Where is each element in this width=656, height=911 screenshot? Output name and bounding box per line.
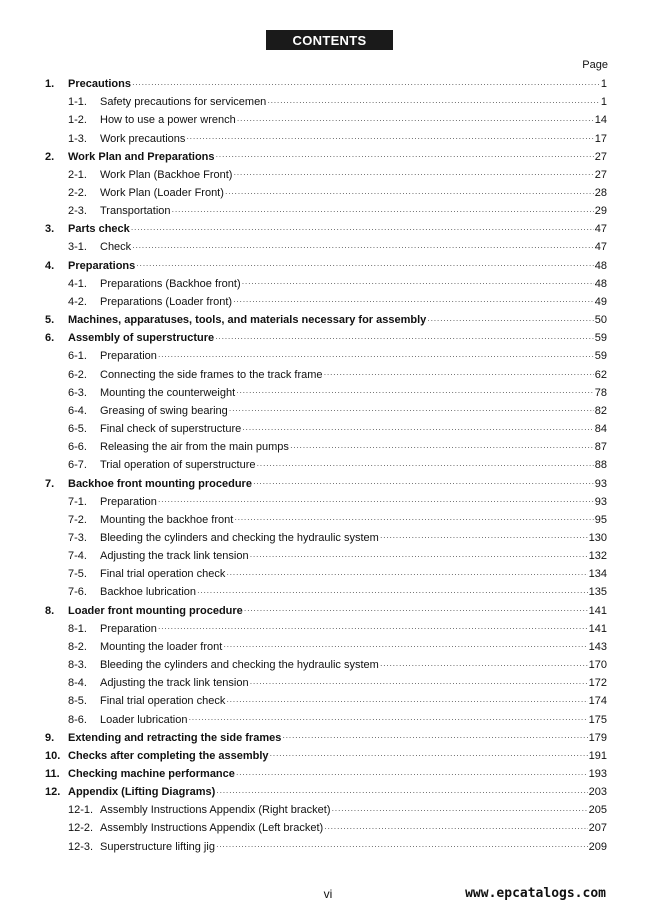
dot-leader [242,425,594,434]
toc-subsection-entry[interactable] [45,674,607,692]
entry-page-number: 172 [588,677,607,690]
entry-page-number: 143 [588,640,607,653]
toc-subsection-entry[interactable] [45,166,607,184]
entry-number: 7-1. [68,495,87,508]
entry-number: 8-6. [68,713,87,726]
entry-page-number: 62 [594,368,607,381]
entry-page-number: 17 [594,132,607,145]
entry-page-number: 29 [594,205,607,218]
toc-section-entry[interactable] [45,783,607,801]
entry-number: 7-3. [68,531,87,544]
entry-title: Mounting the backhoe front [100,513,234,526]
toc-subsection-entry[interactable] [45,420,607,438]
dot-leader [172,207,594,216]
entry-title: Work Plan (Loader Front) [100,187,224,200]
entry-number: 6-5. [68,423,87,436]
entry-page-number: 174 [588,695,607,708]
entry-title: Assembly Instructions Appendix (Left bracket) [100,822,324,835]
entry-page-number: 48 [594,277,607,290]
entry-page-number: 179 [588,731,607,744]
entry-title: Final trial operation check [100,568,226,581]
page-column-header: Page [582,59,608,71]
entry-number: 7. [45,477,55,490]
entry-title: Appendix (Lifting Diagrams) [68,786,216,799]
entry-page-number: 14 [594,114,607,127]
dot-leader [132,243,594,252]
entry-number: 6-2. [68,368,87,381]
dot-leader [233,297,594,306]
dot-leader [380,661,588,670]
entry-page-number: 1 [600,96,607,109]
dot-leader [250,552,588,561]
entry-number: 12-1. [68,804,94,817]
dot-leader [290,443,594,452]
entry-title: Adjusting the track link tension [100,677,249,690]
entry-page-number: 203 [588,786,607,799]
dot-leader [380,533,588,542]
dot-leader [158,497,594,506]
entry-title: Machines, apparatuses, tools, and materials necessary for assembly [68,314,427,327]
entry-number: 8-2. [68,640,87,653]
dot-leader [236,770,588,779]
entry-number: 7-6. [68,586,87,599]
entry-number: 3. [45,223,55,236]
entry-number: 1-3. [68,132,87,145]
entry-title: Releasing the air from the main pumps [100,441,289,454]
toc-subsection-entry[interactable] [45,565,607,583]
entry-title: Checks after completing the assembly [68,749,269,762]
entry-page-number: 27 [594,150,607,163]
toc-subsection-entry[interactable] [45,710,607,728]
toc-subsection-entry[interactable] [45,529,607,547]
entry-page-number: 93 [594,495,607,508]
toc-subsection-entry[interactable] [45,638,607,656]
entry-title: Backhoe lubrication [100,586,197,599]
entry-number: 2-1. [68,168,87,181]
toc-section-entry[interactable] [45,75,607,93]
entry-title: Preparations (Loader front) [100,295,233,308]
entry-title: Backhoe front mounting procedure [68,477,252,490]
entry-page-number: 205 [588,804,607,817]
entry-number: 6. [45,332,55,345]
toc-section-entry[interactable] [45,148,607,166]
entry-title: Preparation [100,350,157,363]
toc-section-entry[interactable] [45,474,607,492]
entry-title: Preparation [100,495,157,508]
toc-subsection-entry[interactable] [45,692,607,710]
entry-page-number: 141 [588,604,607,617]
entry-page-number: 193 [588,768,607,781]
entry-number: 1-1. [68,96,87,109]
toc-section-entry[interactable] [45,257,607,275]
entry-title: Superstructure lifting jig [100,840,215,853]
toc-section-entry[interactable] [45,220,607,238]
entry-title: Preparations (Backhoe front) [100,277,241,290]
entry-number: 8. [45,604,55,617]
entry-page-number: 88 [594,459,607,472]
entry-page-number: 95 [594,513,607,526]
entry-title: Trial operation of superstructure [100,459,256,472]
entry-page-number: 135 [588,586,607,599]
entry-page-number: 209 [588,840,607,853]
toc-section-entry[interactable] [45,765,607,783]
dot-leader [223,642,587,651]
entry-page-number: 1 [600,78,607,91]
dot-leader [188,715,587,724]
dot-leader [229,406,594,415]
entry-number: 5. [45,314,55,327]
entry-title: Adjusting the track link tension [100,550,249,563]
toc-subsection-entry[interactable] [45,202,607,220]
dot-leader [324,824,587,833]
toc-subsection-entry[interactable] [45,819,607,837]
entry-page-number: 132 [588,550,607,563]
entry-page-number: 130 [588,531,607,544]
dot-leader [136,261,594,270]
toc-subsection-entry[interactable] [45,801,607,819]
toc-subsection-entry[interactable] [45,347,607,365]
dot-leader [267,98,600,107]
entry-page-number: 93 [594,477,607,490]
dot-leader [131,225,594,234]
entry-page-number: 191 [588,749,607,762]
toc-section-entry[interactable] [45,729,607,747]
toc-subsection-entry[interactable] [45,293,607,311]
table-of-contents [45,75,607,856]
entry-title: Loader front mounting procedure [68,604,243,617]
dot-leader [233,170,593,179]
dot-leader [216,842,588,851]
entry-number: 8-5. [68,695,87,708]
toc-subsection-entry[interactable] [45,129,607,147]
toc-subsection-entry[interactable] [45,493,607,511]
entry-number: 8-1. [68,622,87,635]
entry-number: 2-3. [68,205,87,218]
entry-page-number: 59 [594,332,607,345]
entry-title: Checking machine performance [68,768,235,781]
dot-leader [324,370,594,379]
entry-title: Work Plan and Preparations [68,150,215,163]
entry-page-number: 28 [594,187,607,200]
dot-leader [225,189,594,198]
dot-leader [270,751,588,760]
entry-number: 7-2. [68,513,87,526]
entry-page-number: 48 [594,259,607,272]
website-watermark: www.epcatalogs.com [465,886,606,901]
toc-subsection-entry[interactable] [45,511,607,529]
toc-section-entry[interactable] [45,602,607,620]
toc-subsection-entry[interactable] [45,402,607,420]
dot-leader [215,334,594,343]
entry-title: Loader lubrication [100,713,188,726]
entry-number: 9. [45,731,55,744]
toc-subsection-entry[interactable] [45,366,607,384]
entry-number: 8-3. [68,659,87,672]
entry-number: 1. [45,78,55,91]
entry-title: Assembly Instructions Appendix (Right bracket) [100,804,331,817]
dot-leader [132,80,600,89]
dot-leader [197,588,588,597]
entry-number: 12. [45,786,61,799]
toc-subsection-entry[interactable] [45,184,607,202]
dot-leader [244,606,588,615]
entry-title: Work precautions [100,132,186,145]
toc-section-entry[interactable] [45,311,607,329]
dot-leader [216,152,594,161]
entry-number: 4-1. [68,277,87,290]
entry-number: 6-1. [68,350,87,363]
entry-page-number: 82 [594,404,607,417]
entry-number: 6-3. [68,386,87,399]
toc-subsection-entry[interactable] [45,656,607,674]
entry-page-number: 59 [594,350,607,363]
entry-page-number: 50 [594,314,607,327]
toc-subsection-entry[interactable] [45,384,607,402]
dot-leader [234,515,593,524]
entry-number: 6-4. [68,404,87,417]
dot-leader [158,624,588,633]
entry-number: 1-2. [68,114,87,127]
dot-leader [158,352,594,361]
toc-subsection-entry[interactable] [45,838,607,856]
entry-number: 12-2. [68,822,94,835]
entry-page-number: 84 [594,423,607,436]
entry-page-number: 87 [594,441,607,454]
entry-number: 6-7. [68,459,87,472]
dot-leader [257,461,594,470]
entry-title: Bleeding the cylinders and checking the hydraulic system [100,659,379,672]
entry-title: Mounting the loader front [100,640,223,653]
entry-title: Preparation [100,622,157,635]
entry-page-number: 207 [588,822,607,835]
dot-leader [250,679,588,688]
entry-page-number: 141 [588,622,607,635]
toc-subsection-entry[interactable] [45,275,607,293]
page-title: CONTENTS [266,30,393,50]
dot-leader [242,279,594,288]
toc-subsection-entry[interactable] [45,238,607,256]
entry-page-number: 49 [594,295,607,308]
dot-leader [216,788,587,797]
entry-number: 8-4. [68,677,87,690]
entry-page-number: 134 [588,568,607,581]
entry-number: 12-3. [68,840,94,853]
toc-subsection-entry[interactable] [45,111,607,129]
entry-page-number: 47 [594,241,607,254]
entry-title: How to use a power wrench [100,114,236,127]
dot-leader [226,697,587,706]
entry-title: Greasing of swing bearing [100,404,228,417]
entry-title: Parts check [68,223,130,236]
entry-number: 4-2. [68,295,87,308]
entry-number: 4. [45,259,55,272]
toc-subsection-entry[interactable] [45,93,607,111]
entry-title: Safety precautions for servicemen [100,96,267,109]
entry-title: Bleeding the cylinders and checking the hydraulic system [100,531,379,544]
dot-leader [332,806,588,815]
entry-number: 2. [45,150,55,163]
toc-subsection-entry[interactable] [45,438,607,456]
toc-subsection-entry[interactable] [45,620,607,638]
entry-number: 11. [45,768,60,781]
entry-page-number: 47 [594,223,607,236]
dot-leader [237,116,594,125]
entry-title: Final trial operation check [100,695,226,708]
entry-title: Final check of superstructure [100,423,242,436]
entry-title: Transportation [100,205,171,218]
entry-title: Precautions [68,78,131,91]
dot-leader [253,479,594,488]
toc-subsection-entry[interactable] [45,547,607,565]
entry-number: 10. [45,749,61,762]
entry-title: Preparations [68,259,136,272]
dot-leader [226,570,587,579]
dot-leader [282,733,587,742]
entry-number: 6-6. [68,441,87,454]
entry-page-number: 170 [588,659,607,672]
entry-title: Work Plan (Backhoe Front) [100,168,233,181]
dot-leader [236,388,594,397]
entry-title: Connecting the side frames to the track frame [100,368,323,381]
entry-number: 7-4. [68,550,87,563]
footer-page-number: vi [323,887,333,901]
entry-title: Check [100,241,132,254]
dot-leader [186,134,593,143]
entry-page-number: 27 [594,168,607,181]
entry-page-number: 175 [588,713,607,726]
entry-title: Mounting the counterweight [100,386,236,399]
entry-number: 2-2. [68,187,87,200]
entry-page-number: 78 [594,386,607,399]
dot-leader [427,316,593,325]
toc-section-entry[interactable] [45,747,607,765]
entry-title: Extending and retracting the side frames [68,731,282,744]
toc-subsection-entry[interactable] [45,583,607,601]
toc-subsection-entry[interactable] [45,456,607,474]
entry-number: 7-5. [68,568,87,581]
entry-number: 3-1. [68,241,87,254]
entry-title: Assembly of superstructure [68,332,215,345]
toc-section-entry[interactable] [45,329,607,347]
